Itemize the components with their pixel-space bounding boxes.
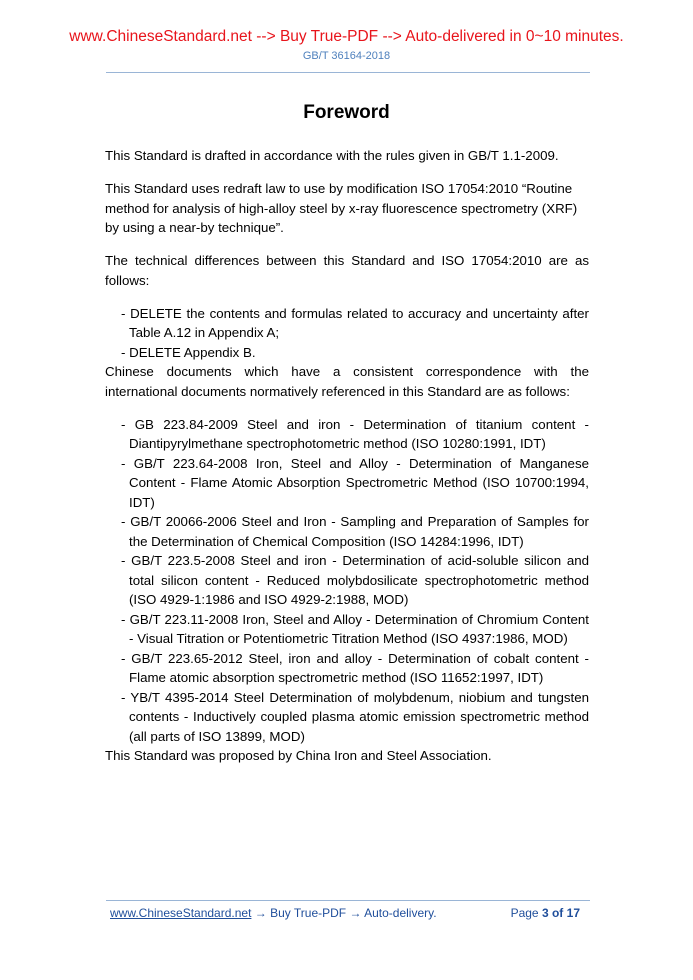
reference-item: - GB/T 20066-2006 Steel and Iron - Sampling and Preparation of Samples for the Determination of Chemical Composition (ISO 14284:1996, IDT): [121, 514, 589, 549]
reference-item: - GB 223.84-2009 Steel and iron - Determination of titanium content - Diantipyrylmethane spectrophotometric method (ISO 10280:1991, IDT): [121, 416, 589, 451]
closing-paragraph: This Standard was proposed by China Iron and Steel Association.: [105, 748, 492, 763]
footer-site-link[interactable]: www.ChineseStandard.net: [110, 906, 252, 920]
page-indicator: [511, 905, 580, 921]
document-body: [105, 146, 589, 779]
footer-divider: [106, 900, 590, 901]
references-intro: Chinese documents which have a consistent correspondence with the international documents normatively referenced in this Standard are as follows:: [105, 364, 589, 399]
header-banner: www.ChineseStandard.net --> Buy True-PDF --> Auto-delivered in 0~10 minutes.: [69, 28, 624, 45]
reference-item: - GB/T 223.65-2012 Steel, iron and alloy - Determination of cobalt content - Flame atomic absorption spectrometric method (ISO 11652:1997, IDT): [121, 650, 589, 685]
difference-item: - DELETE Appendix B.: [121, 344, 256, 360]
page-of: of: [551, 906, 564, 920]
reference-item: - YB/T 4395-2014 Steel Determination of molybdenum, niobium and tungsten contents - Inductively coupled plasma atomic emission spectrometric method (all parts of ISO 13899, MOD): [121, 689, 589, 744]
standard-code: GB/T 36164-2018: [302, 50, 391, 62]
intro-paragraph-1: This Standard is drafted in accordance with the rules given in GB/T 1.1-2009.: [105, 148, 559, 163]
reference-item: - GB/T 223.11-2008 Iron, Steel and Alloy - Determination of Chromium Content - Visual Titration or Potentiometric Titration Method (ISO 4937:1986, MOD): [121, 611, 589, 646]
difference-item: - DELETE the contents and formulas related to accuracy and uncertainty after Table A.12 in Appendix A;: [121, 305, 589, 340]
page-current: 3: [541, 906, 549, 920]
page-total: 17: [566, 906, 580, 920]
reference-item: - GB/T 223.64-2008 Iron, Steel and Alloy - Determination of Manganese Content - Flame Atomic Absorption Spectrometric Method (ISO 10700:1994, IDT): [121, 455, 589, 510]
intro-paragraph-3: The technical differences between this Standard and ISO 17054:2010 are as follows:: [105, 253, 589, 288]
header-divider: [106, 72, 590, 73]
page-footer: [110, 905, 580, 921]
intro-paragraph-2: This Standard uses redraft law to use by modification ISO 17054:2010 “Routine method for analysis of high-alloy steel by x-ray fluorescence spectrometry (XRF) by using a near-by technique”.: [105, 181, 578, 235]
page-title: Foreword: [303, 102, 390, 123]
footer-tagline: → Buy True-PDF → Auto-delivery.: [251, 906, 437, 920]
reference-item: - GB/T 223.5-2008 Steel and iron - Determination of acid-soluble silicon and total silicon content - Reduced molybdosilicate spectrophotometric method (ISO 4929-1:1986 and ISO 4929-2:1988, MOD): [121, 553, 589, 607]
page-word: Page: [510, 906, 539, 920]
